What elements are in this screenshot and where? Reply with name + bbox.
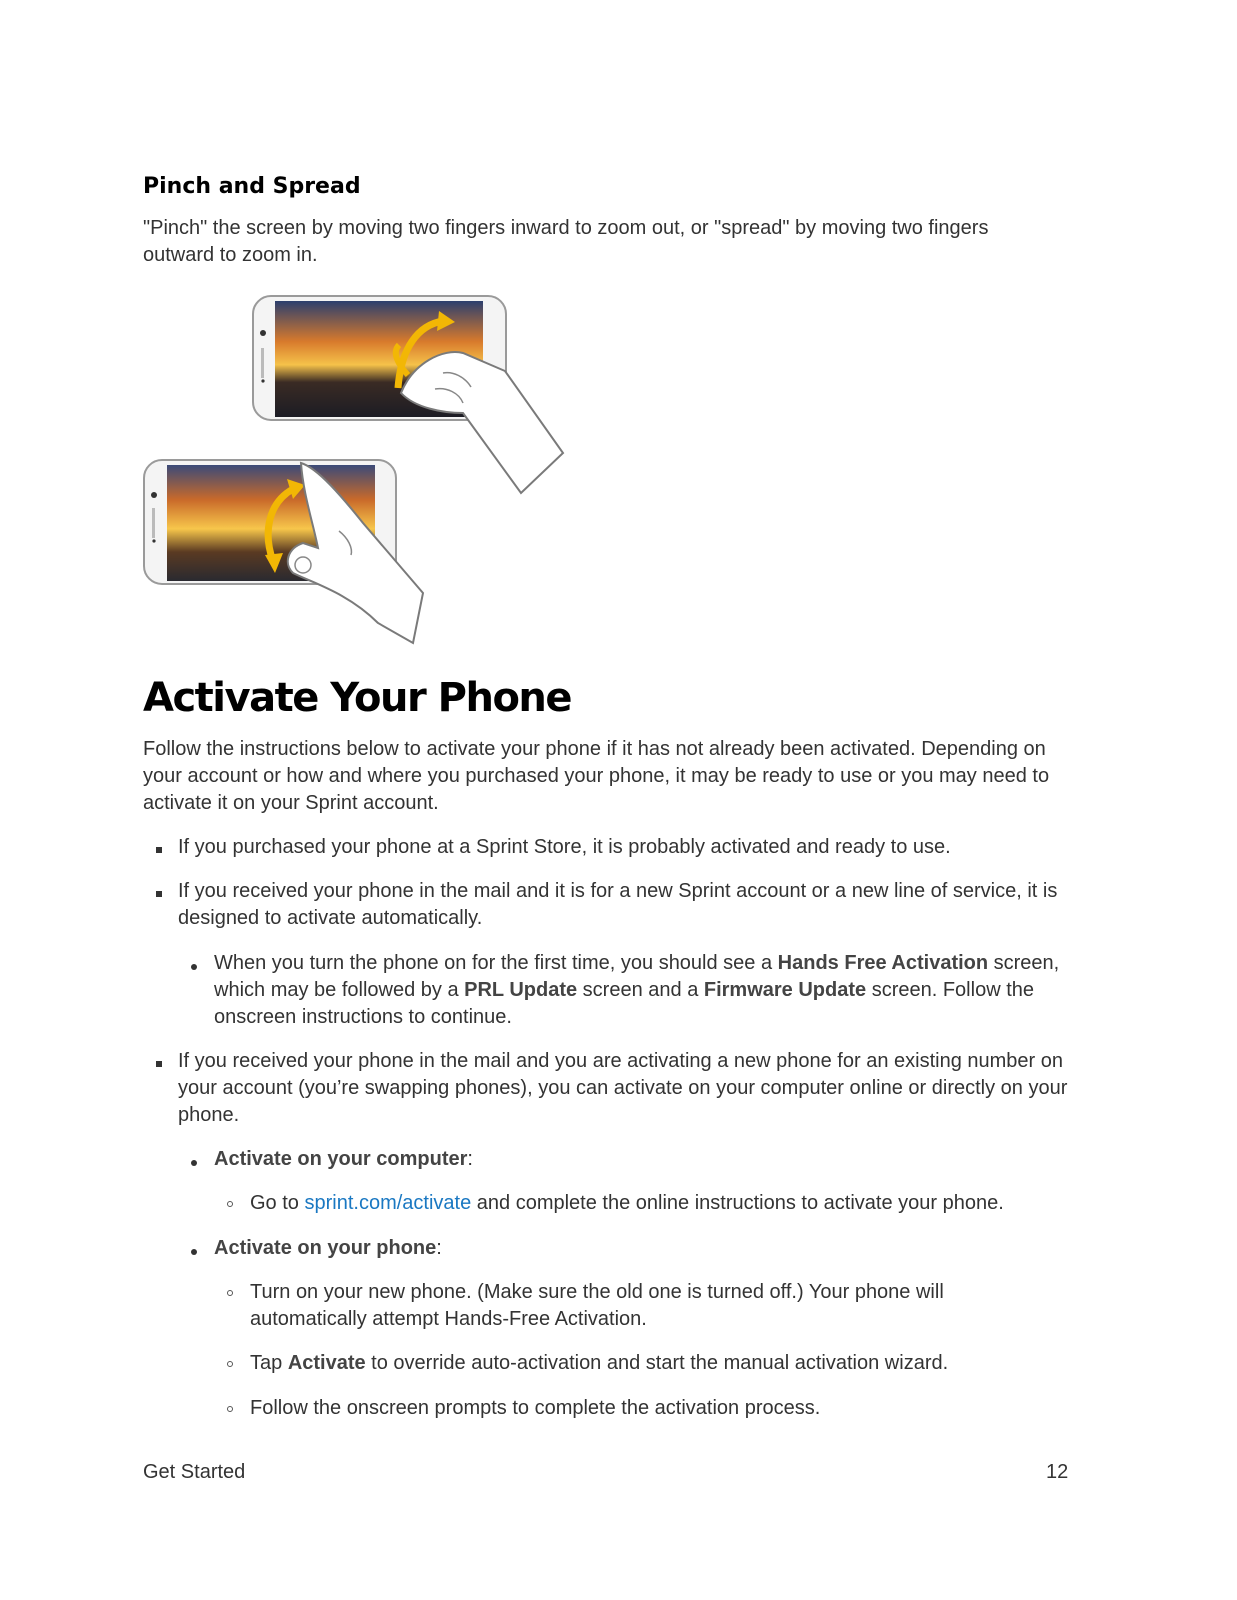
- text-fragment: to override auto-activation and start the manual activation wizard.: [365, 1352, 949, 1374]
- list-item: [214, 1146, 473, 1173]
- bullet-ring-icon: [227, 1361, 233, 1367]
- list-item: [214, 1235, 442, 1262]
- bold-term: Activate: [287, 1352, 366, 1374]
- document-page: [143, 0, 1083, 1600]
- page-number: 12: [1046, 1461, 1069, 1483]
- bold-term: Activate on your phone: [214, 1237, 437, 1259]
- spread-gesture-icon: [144, 460, 423, 643]
- bullet-ring-icon: [227, 1406, 233, 1412]
- bullet-dot-icon: [191, 964, 197, 970]
- page-title: Activate Your Phone: [143, 675, 572, 721]
- text-fragment: :: [467, 1148, 473, 1170]
- text-fragment: screen and a: [577, 979, 704, 1001]
- bullet-ring-icon: [227, 1201, 233, 1207]
- list-item: If you purchased your phone at a Sprint Store, it is probably activated and ready to use.: [178, 836, 951, 858]
- bold-term: PRL Update: [464, 979, 578, 1001]
- sprint-activate-link[interactable]: sprint.com/activate: [304, 1192, 472, 1214]
- pinch-spread-illustration: [143, 293, 573, 648]
- text-fragment: :: [436, 1237, 442, 1259]
- text-fragment: Tap: [250, 1352, 288, 1374]
- list-item: [250, 1350, 1070, 1377]
- bold-term: Firmware Update: [703, 979, 867, 1001]
- bold-term: Activate on your computer: [214, 1148, 468, 1170]
- bullet-square-icon: [156, 1061, 162, 1067]
- bullet-dot-icon: [191, 1160, 197, 1166]
- bullet-ring-icon: [227, 1290, 233, 1296]
- list-item: Follow the onscreen prompts to complete the activation process.: [250, 1397, 821, 1419]
- intro-paragraph: Follow the instructions below to activate your phone if it has not already been activated. Depending on your account or how and where you purchased your phone, it may be ready to use or you may need to activate it on your Sprint account.: [143, 738, 1050, 814]
- bullet-square-icon: [156, 847, 162, 853]
- list-item: If you received your phone in the mail and you are activating a new phone for an existing number on your account (you’re swapping phones), you can activate on your computer online or directly on your phone.: [178, 1050, 1068, 1126]
- text-fragment: and complete the online instructions to activate your phone.: [471, 1192, 1004, 1214]
- text-fragment: screen. Follow the onscreen instructions to continue.: [214, 979, 1034, 1028]
- footer-section-name: Get Started: [143, 1461, 246, 1483]
- text-fragment: screen, which may be followed by a: [214, 952, 1060, 1001]
- list-item: If you received your phone in the mail and it is for a new Sprint account or a new line of service, it is designed to activate automatically.: [178, 880, 1058, 929]
- text-fragment: When you turn the phone on for the first time, you should see a: [214, 952, 778, 974]
- section-paragraph: "Pinch" the screen by moving two fingers inward to zoom out, or "spread" by moving two fingers outward to zoom in.: [143, 217, 989, 266]
- bold-term: Hands Free Activation: [777, 952, 989, 974]
- list-item: Turn on your new phone. (Make sure the old one is turned off.) Your phone will automatically attempt Hands-Free Activation.: [250, 1281, 944, 1330]
- list-item: [214, 950, 1064, 1031]
- section-heading: Pinch and Spread: [143, 174, 361, 199]
- bullet-square-icon: [156, 891, 162, 897]
- bullet-dot-icon: [191, 1249, 197, 1255]
- list-item: [250, 1190, 1070, 1217]
- text-fragment: Go to: [250, 1192, 305, 1214]
